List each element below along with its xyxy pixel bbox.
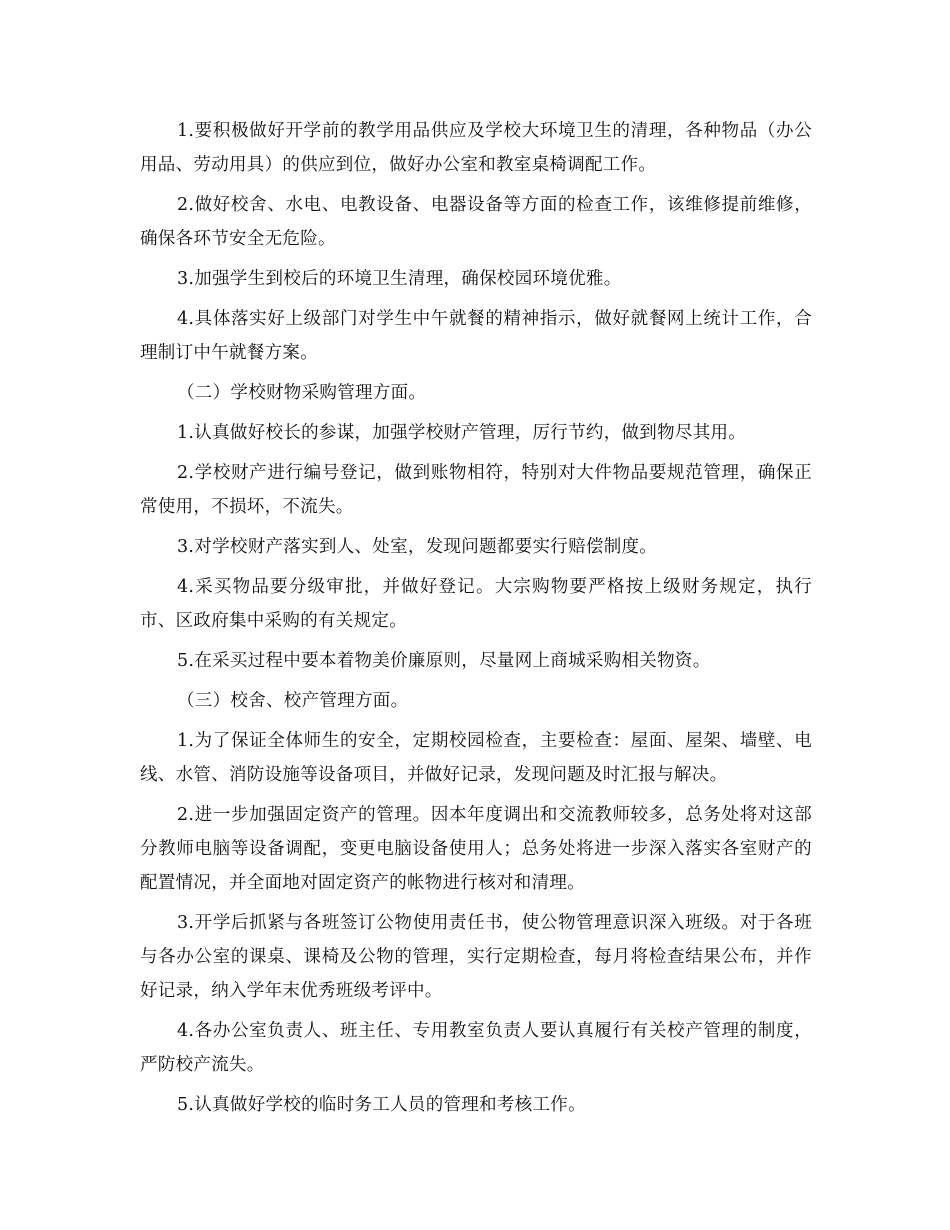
paragraph-property-2: 2.进一步加强固定资产的管理。因本年度调出和交流教师较多，总务处将对这部分教师电脑等设备调配，变更电脑设备使用人；总务处将进一步深入落实各室财产的配置情况，并全面地对固定资产的帐物进行核对和清理。 bbox=[140, 805, 812, 893]
paragraph-procurement-3: 3.对学校财产落实到人、处室，发现问题都要实行赔偿制度。 bbox=[177, 537, 658, 557]
paragraph-item-2-inspection: 2.做好校舍、水电、电教设备、电器设备等方面的检查工作，该维修提前维修，确保各环节安全无危险。 bbox=[140, 195, 812, 249]
paragraph-procurement-1: 1.认真做好校长的参谋，加强学校财产管理，厉行节约，做到物尽其用。 bbox=[177, 423, 747, 443]
paragraph-procurement-2: 2.学校财产进行编号登记，做到账物相符，特别对大件物品要规范管理，确保正常使用，不损坏，不流失。 bbox=[140, 463, 812, 517]
paragraph-property-1: 1.为了保证全体师生的安全，定期校园检查，主要检查：屋面、屋架、墙壁、电线、水管、消防设施等设备项目，并做好记录，发现问题及时汇报与解决。 bbox=[140, 731, 812, 785]
paragraph-procurement-5: 5.在采买过程中要本着物美价廉原则，尽量网上商城采购相关物资。 bbox=[177, 651, 711, 671]
paragraph-property-5: 5.认真做好学校的临时务工人员的管理和考核工作。 bbox=[177, 1095, 586, 1115]
paragraph-property-3: 3.开学后抓紧与各班签订公物使用责任书，使公物管理意识深入班级。对于各班与各办公室的课桌、课椅及公物的管理，实行定期检查，每月将检查结果公布，并作好记录，纳入学年末优秀班级考评中。 bbox=[140, 913, 812, 1001]
paragraph-procurement-4: 4.采买物品要分级审批，并做好登记。大宗购物要严格按上级财务规定，执行市、区政府集中采购的有关规定。 bbox=[140, 577, 812, 631]
document-body bbox=[140, 114, 812, 1128]
paragraph-item-4-lunch: 4.具体落实好上级部门对学生中午就餐的精神指示，做好就餐网上统计工作，合理制订中午就餐方案。 bbox=[140, 309, 812, 363]
paragraph-item-3-cleaning: 3.加强学生到校后的环境卫生清理，确保校园环境优雅。 bbox=[177, 269, 622, 289]
section-heading-procurement: （二）学校财物采购管理方面。 bbox=[177, 383, 427, 403]
paragraph-item-1-supplies: 1.要积极做好开学前的教学用品供应及学校大环境卫生的清理，各种物品（办公用品、劳动用具）的供应到位，做好办公室和教室桌椅调配工作。 bbox=[140, 121, 812, 175]
section-heading-property: （三）校舍、校产管理方面。 bbox=[177, 691, 409, 711]
paragraph-property-4: 4.各办公室负责人、班主任、专用教室负责人要认真履行有关校产管理的制度，严防校产流失。 bbox=[140, 1021, 812, 1075]
